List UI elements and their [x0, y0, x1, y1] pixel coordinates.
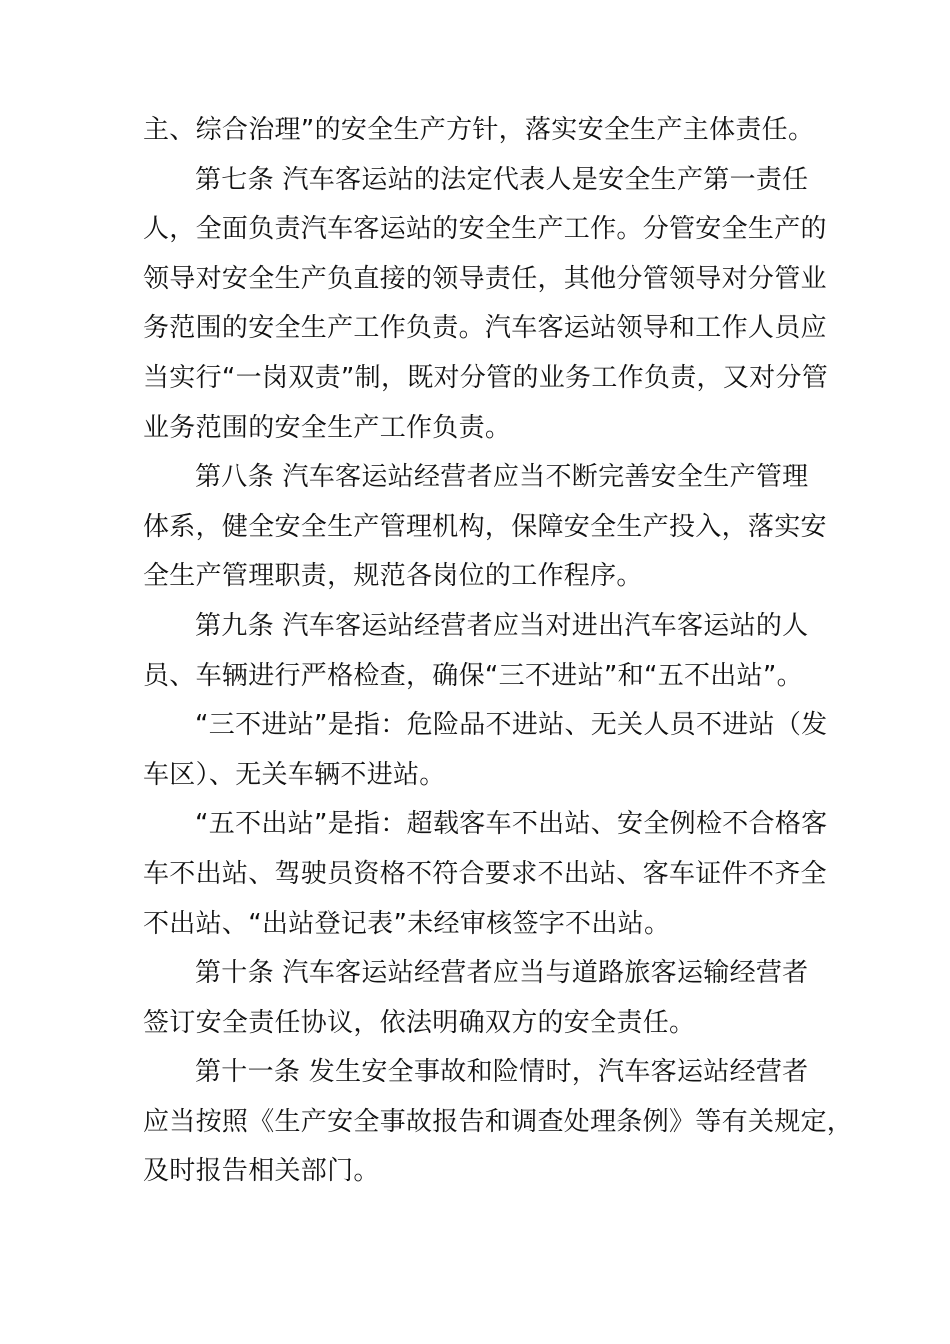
text-line: 务范围的安全生产工作负责。汽车客运站领导和工作人员应: [143, 313, 827, 344]
text-line: 员、车辆进行严格检查，确保“三不进站”和“五不出站”。: [143, 660, 803, 691]
document-body: [143, 106, 854, 1197]
text-line: 第八条 汽车客运站经营者应当不断完善安全生产管理: [195, 462, 809, 493]
paragraph-five-no-departure: [143, 800, 828, 949]
text-line: “三不进站”是指：危险品不进站、无关人员不进站（发: [195, 710, 828, 741]
text-line: 当实行“一岗双责”制，既对分管的业务工作负责，又对分管: [143, 362, 829, 393]
text-line: 不出站、“出站登记表”未经审核签字不出站。: [143, 908, 671, 939]
paragraph-article-7: [143, 156, 829, 454]
text-line: 应当按照《生产安全事故报告和调查处理条例》等有关规定，: [143, 1106, 854, 1137]
paragraph-three-no-entry: [143, 701, 828, 800]
paragraph-article-8: [143, 453, 827, 602]
text-line: 领导对安全生产负直接的领导责任，其他分管领导对分管业: [143, 263, 827, 294]
text-line: 第十一条 发生安全事故和险情时，汽车客运站经营者: [195, 1057, 809, 1088]
text-line: 第十条 汽车客运站经营者应当与道路旅客运输经营者: [195, 958, 809, 989]
text-line: 及时报告相关部门。: [143, 1156, 380, 1187]
paragraph-article-9: [143, 602, 815, 701]
paragraph-article-11: [143, 1048, 854, 1197]
text-line: 第九条 汽车客运站经营者应当对进出汽车客运站的人: [195, 610, 809, 641]
text-line: 第七条 汽车客运站的法定代表人是安全生产第一责任: [195, 164, 809, 195]
text-line: 全生产管理职责，规范各岗位的工作程序。: [143, 561, 643, 592]
text-line: 签订安全责任协议，依法明确双方的安全责任。: [143, 1007, 696, 1038]
text-line: 车不出站、驾驶员资格不符合要求不出站、客车证件不齐全: [143, 858, 827, 889]
text-line: 主、综合治理”的安全生产方针，落实安全生产主体责任。: [143, 115, 815, 145]
text-line: 车区）、无关车辆不进站。: [143, 759, 446, 790]
paragraph-article-10: [143, 949, 815, 1048]
paragraph-intro-continuation: [143, 106, 815, 156]
text-line: 业务范围的安全生产工作负责。: [143, 412, 512, 443]
text-line: “五不出站”是指：超载客车不出站、安全例检不合格客: [195, 809, 828, 840]
text-line: 体系，健全安全生产管理机构，保障安全生产投入，落实安: [143, 511, 827, 542]
text-line: 人，全面负责汽车客运站的安全生产工作。分管安全生产的: [143, 214, 827, 245]
